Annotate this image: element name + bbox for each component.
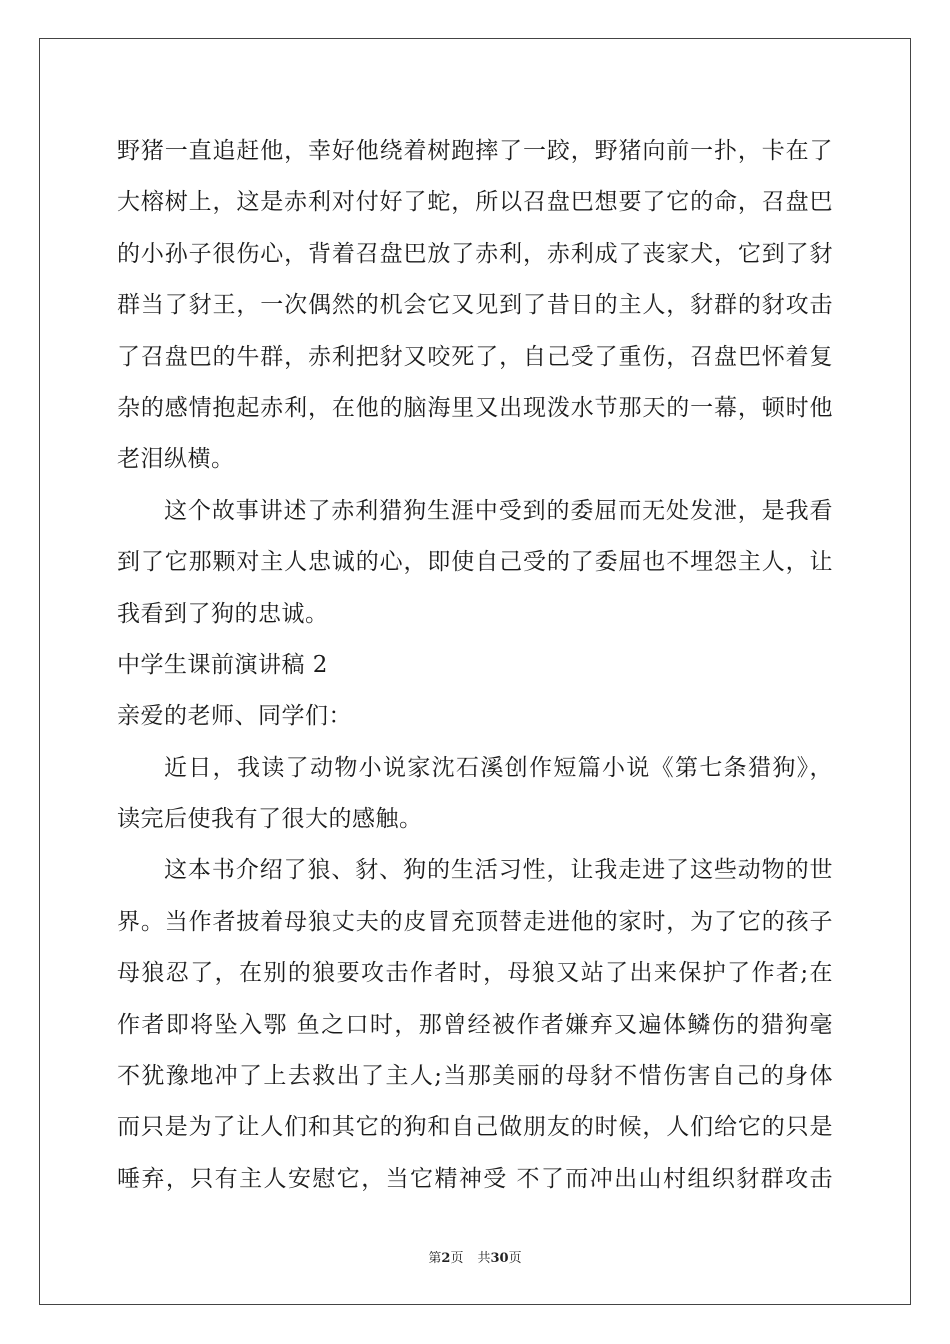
document-body [117,126,833,1205]
footer-prefix: 第 [428,1251,442,1266]
text-line: 读完后使我有了很大的感触。 [117,806,423,833]
text-line: 群当了豺王，一次偶然的机会它又见到了昔日的主人，豺群的豺攻击 [117,292,833,319]
text-line: 野猪一直追赶他，幸好他绕着树跑摔了一跤，野猪向前一扑，卡在了 [117,138,833,164]
text-line: 不犹豫地冲了上去救出了主人;当那美丽的母豺不惜伤害自己的身体 [117,1063,833,1090]
text-line: 大榕树上，这是赤利对付好了蛇，所以召盘巴想要了它的命，召盘巴 [117,189,833,216]
text-line: 老泪纵横。 [117,446,235,473]
text-line: 到了它那颗对主人忠诚的心，即使自己受的了委屈也不埋怨主人，让 [117,549,833,576]
text-line: 母狼忍了，在别的狼要攻击作者时，母狼又站了出来保护了作者;在 [117,960,833,987]
footer-total-label: 页 [508,1251,522,1266]
text-line: 杂的感情抱起赤利，在他的脑海里又出现泼水节那天的一幕，顿时他 [117,394,833,421]
text-line: 而只是为了让人们和其它的狗和自己做朋友的时候，人们给它的只是 [117,1114,833,1141]
text-line: 界。当作者披着母狼丈夫的皮冒充顶替走进他的家时，为了它的孩子 [117,908,833,935]
text-line: 唾弃，只有主人安慰它，当它精神受 不了而冲出山村组织豺群攻击 [117,1165,833,1192]
text-line: 这本书介绍了狼、豺、狗的生活习性，让我走进了这些动物的世 [164,857,833,884]
footer-total-prefix: 共 [477,1251,491,1266]
footer-page-label: 页 [450,1251,464,1266]
text-line: 近日，我读了动物小说家沈石溪创作短篇小说《第七条猎狗》， [164,754,833,781]
footer-page-number: 2 [441,1251,451,1266]
text-line: 的小孙子很伤心，背着召盘巴放了赤利，赤利成了丧家犬，它到了豺 [117,240,833,267]
text-line: 这个故事讲述了赤利猎狗生涯中受到的委屈而无处发泄，是我看 [164,497,833,524]
text-line: 中学生课前演讲稿 2 [117,651,328,678]
text-line: 亲爱的老师、同学们： [117,703,352,730]
text-line: 作者即将坠入鄂 鱼之口时，那曾经被作者嫌弃又遍体鳞伤的猎狗毫 [117,1011,833,1038]
footer-total-pages: 30 [490,1251,509,1266]
text-line: 了召盘巴的牛群，赤利把豺又咬死了，自己受了重伤，召盘巴怀着复 [117,343,833,370]
page-footer [0,1247,950,1266]
text-line: 我看到了狗的忠诚。 [117,600,329,627]
